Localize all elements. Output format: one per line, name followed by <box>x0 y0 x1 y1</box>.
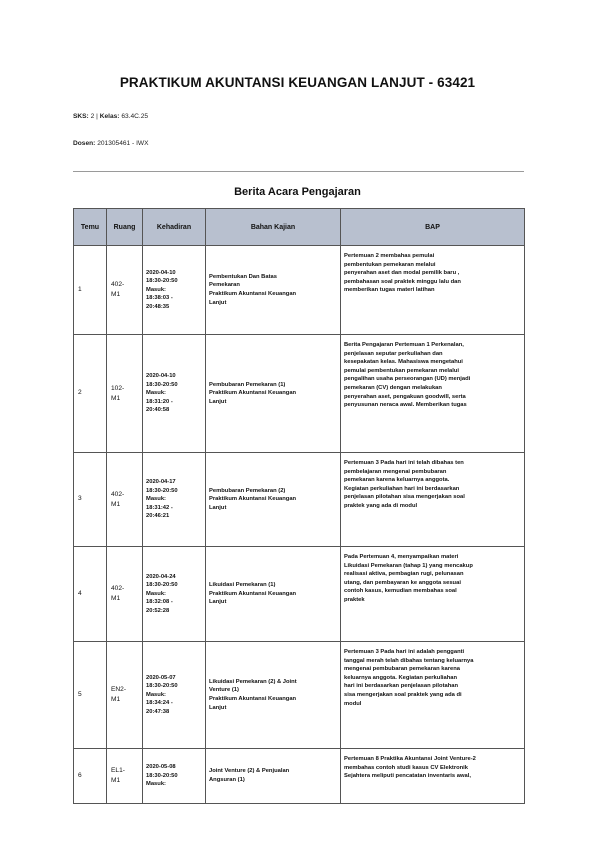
table-row <box>74 547 525 642</box>
kelas-value: 63.4C.25 <box>121 113 149 120</box>
column-header-ruang: Ruang <box>107 209 143 246</box>
ruang-cell: 402- M1 <box>107 246 143 335</box>
ruang-cell: EL1- M1 <box>107 749 143 804</box>
sks-label: SKS: <box>73 113 89 120</box>
dosen-label: Dosen: <box>73 140 96 147</box>
table-row <box>74 749 525 804</box>
bap-cell: Pada Pertemuan 4, menyampaikan materi Likuidasi Pemekaran (tahap 1) yang mencakup realisasi aktiva, pembagian rugi, pelunasan utang, dan pembayaran ke anggota sesuai contoh kasus, kemudian membahas soal praktek <box>341 547 525 642</box>
bap-cell: Berita Pengajaran Pertemuan 1 Perkenalan, penjelasan seputar perkuliahan dan kesepakatan kelas. Mahasiswa mengetahui pemulai pembentukan pemekaran melalui pengalihan usaha perseorangan (UD) menjadi pemekaran (CV) dengan melakukan penyerahan aset, pengakuan goodwill, serta penyusunan neraca awal. Memberikan tugas <box>341 335 525 453</box>
bahan-kajian-cell: Pembubaran Pemekaran (2) Praktikum Akuntansi Keuangan Lanjut <box>206 453 341 547</box>
kehadiran-cell: 2020-04-10 18:30-20:50 Masuk: 18:38:03 - 20:48:35 <box>143 246 206 335</box>
divider <box>73 171 524 172</box>
ruang-cell: EN2- M1 <box>107 642 143 749</box>
course-meta: SKS: 2 | Kelas: 63.4C.25 <box>73 113 149 120</box>
table-row <box>74 453 525 547</box>
table-row <box>74 246 525 335</box>
ruang-cell: 102- M1 <box>107 335 143 453</box>
temu-cell: 1 <box>74 246 107 335</box>
bap-cell: Pertemuan 2 membahas pemulai pembentukan pemekaran melalui penyerahan aset dan modal pemilik baru , pembahasan soal praktek minggu lalu dan memberikan tugas materi latihan <box>341 246 525 335</box>
bahan-kajian-cell: Likuidasi Pemekaran (1) Praktikum Akuntansi Keuangan Lanjut <box>206 547 341 642</box>
bap-cell: Pertemuan 8 Praktika Akuntansi Joint Venture-2 membahas contoh studi kasus CV Elektronik Sejahtera meliputi pencatatan inventaris awal, <box>341 749 525 804</box>
kehadiran-cell: 2020-04-24 18:30-20:50 Masuk: 18:32:08 - 20:52:28 <box>143 547 206 642</box>
ruang-cell: 402- M1 <box>107 547 143 642</box>
kehadiran-cell: 2020-05-07 18:30-20:50 Masuk: 18:34:24 - 20:47:38 <box>143 642 206 749</box>
temu-cell: 3 <box>74 453 107 547</box>
dosen-value: 201305461 - IWX <box>97 140 149 147</box>
bahan-kajian-cell: Pembubaran Pemekaran (1) Praktikum Akuntansi Keuangan Lanjut <box>206 335 341 453</box>
table-row <box>74 335 525 453</box>
kehadiran-cell: 2020-05-08 18:30-20:50 Masuk: <box>143 749 206 804</box>
kehadiran-cell: 2020-04-17 18:30-20:50 Masuk: 18:31:42 - 20:46:21 <box>143 453 206 547</box>
temu-cell: 4 <box>74 547 107 642</box>
bap-cell: Pertemuan 3 Pada hari ini telah dibahas ten pembelajaran mengenai pembubaran pemekaran karena keluarnya anggota. Kegiatan perkuliahan hari ini berdasarkan penjelasan pilotahan sisa mengerjakan soal praktek yang ada di modul <box>341 453 525 547</box>
section-title: Berita Acara Pengajaran <box>234 186 361 198</box>
lecturer-meta <box>73 140 149 147</box>
bap-cell: Pertemuan 3 Pada hari ini adalah pengganti tanggal merah telah dibahas tentang keluarnya mengenai pembubaran pemekaran karena keluarnya anggota. Kegiatan perkuliahan hari ini berdasarkan penjelasan pilotahan sisa mengerjakan soal praktek yang ada di modul <box>341 642 525 749</box>
column-header-bap: BAP <box>341 209 525 246</box>
teaching-report-table <box>73 208 525 804</box>
temu-cell: 5 <box>74 642 107 749</box>
ruang-cell: 402- M1 <box>107 453 143 547</box>
kelas-label: Kelas: <box>99 113 120 120</box>
bahan-kajian-cell: Likuidasi Pemekaran (2) & Joint Venture (1) Praktikum Akuntansi Keuangan Lanjut <box>206 642 341 749</box>
table-row <box>74 642 525 749</box>
table-header-row <box>74 209 525 246</box>
bahan-kajian-cell: Joint Venture (2) & Penjualan Angsuran (1) <box>206 749 341 804</box>
temu-cell: 2 <box>74 335 107 453</box>
temu-cell: 6 <box>74 749 107 804</box>
column-header-temu: Temu <box>74 209 107 246</box>
page-title: PRAKTIKUM AKUNTANSI KEUANGAN LANJUT - 63421 <box>119 75 476 90</box>
bahan-kajian-cell: Pembentukan Dan Batas Pemekaran Praktikum Akuntansi Keuangan Lanjut <box>206 246 341 335</box>
column-header-kehadiran: Kehadiran <box>143 209 206 246</box>
sks-value: 2 <box>90 113 95 120</box>
column-header-bahan-kajian: Bahan Kajian <box>206 209 341 246</box>
kehadiran-cell: 2020-04-10 18:30-20:50 Masuk: 18:31:20 - 20:40:58 <box>143 335 206 453</box>
